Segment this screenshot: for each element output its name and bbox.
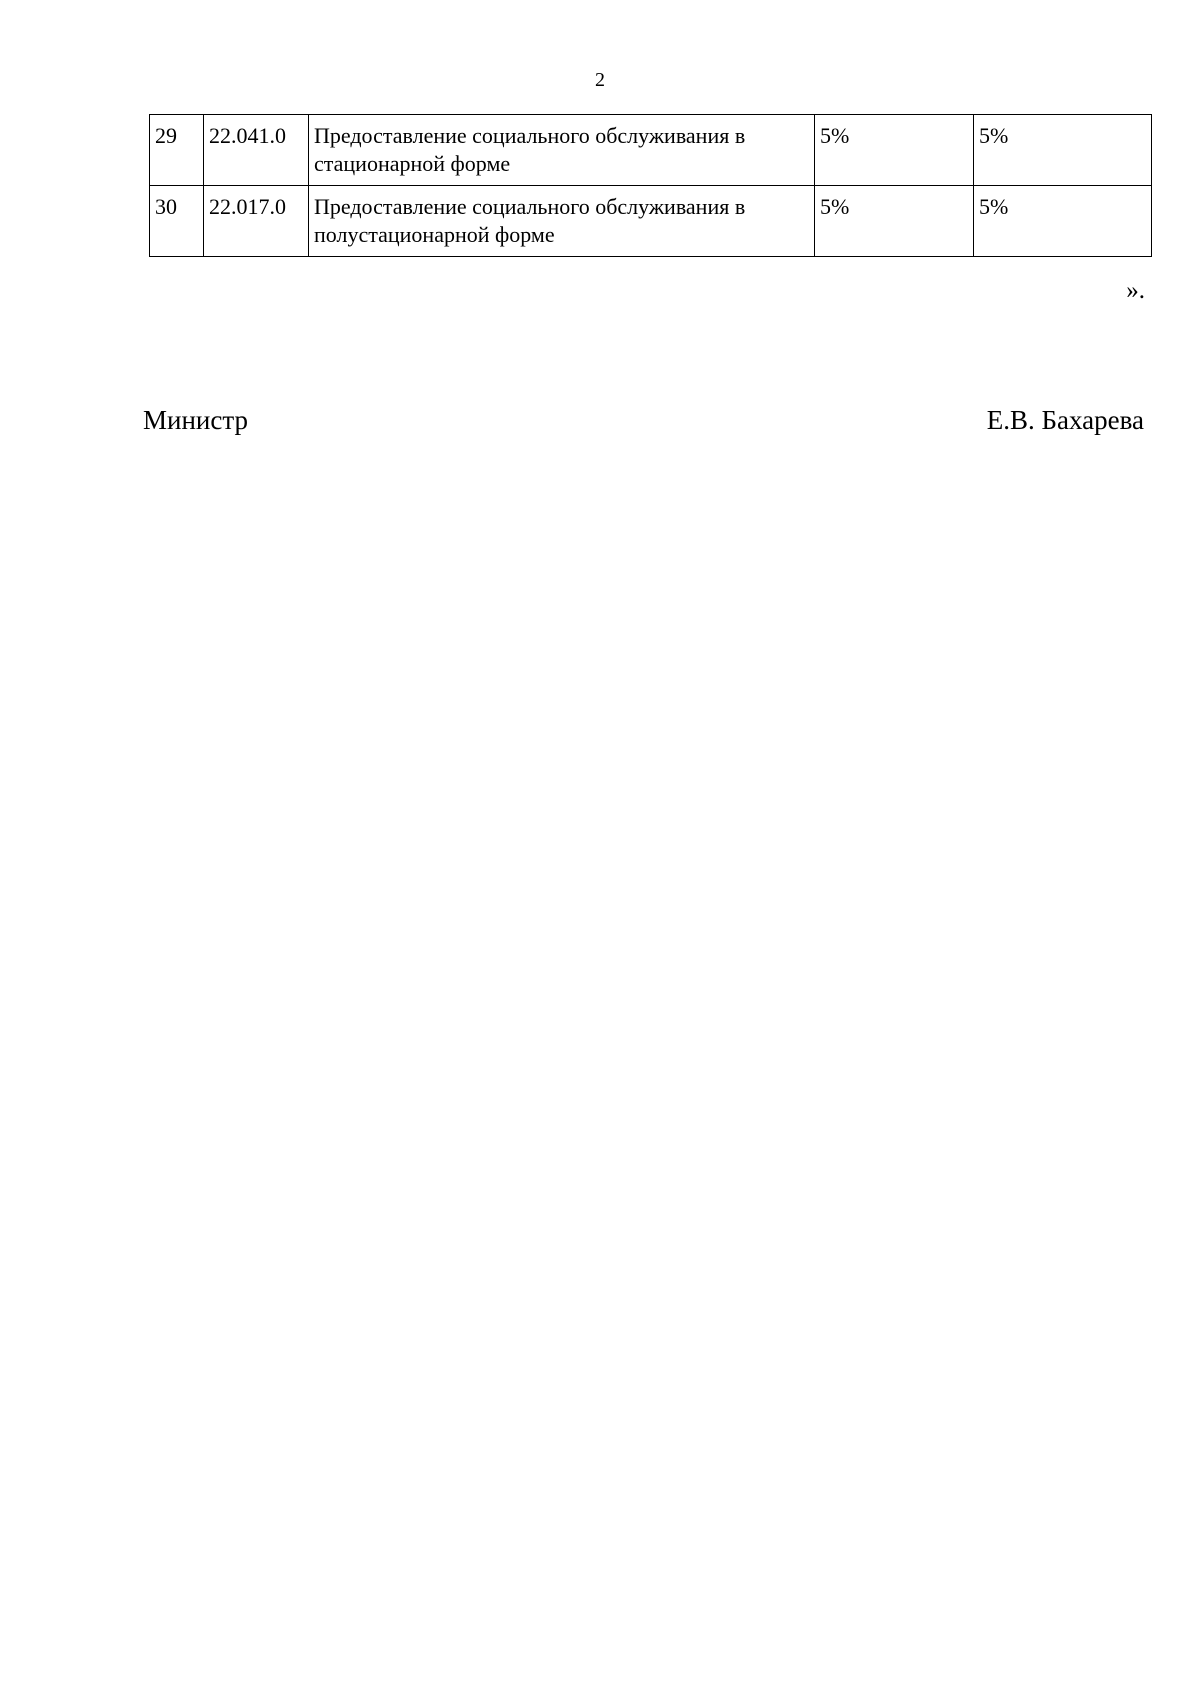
row-number-cell: 29 [150,115,204,186]
table-row [150,186,1152,257]
service-name-cell: Предоставление социального обслуживания в полустационарной форме [309,186,815,257]
value-cell-2: 5% [974,186,1152,257]
data-table [149,114,1152,257]
value-cell-1: 5% [815,186,974,257]
signatory-position: Министр [143,405,248,435]
value-cell-2: 5% [974,115,1152,186]
code-cell: 22.017.0 [204,186,309,257]
closing-quote: ». [1126,277,1145,304]
signatory-name: Е.В. Бахарева [986,405,1144,435]
code-cell: 22.041.0 [204,115,309,186]
row-number-cell: 30 [150,186,204,257]
value-cell-1: 5% [815,115,974,186]
table-row [150,115,1152,186]
service-name-cell: Предоставление социального обслуживания в стационарной форме [309,115,815,186]
page-number: 2 [595,69,605,91]
